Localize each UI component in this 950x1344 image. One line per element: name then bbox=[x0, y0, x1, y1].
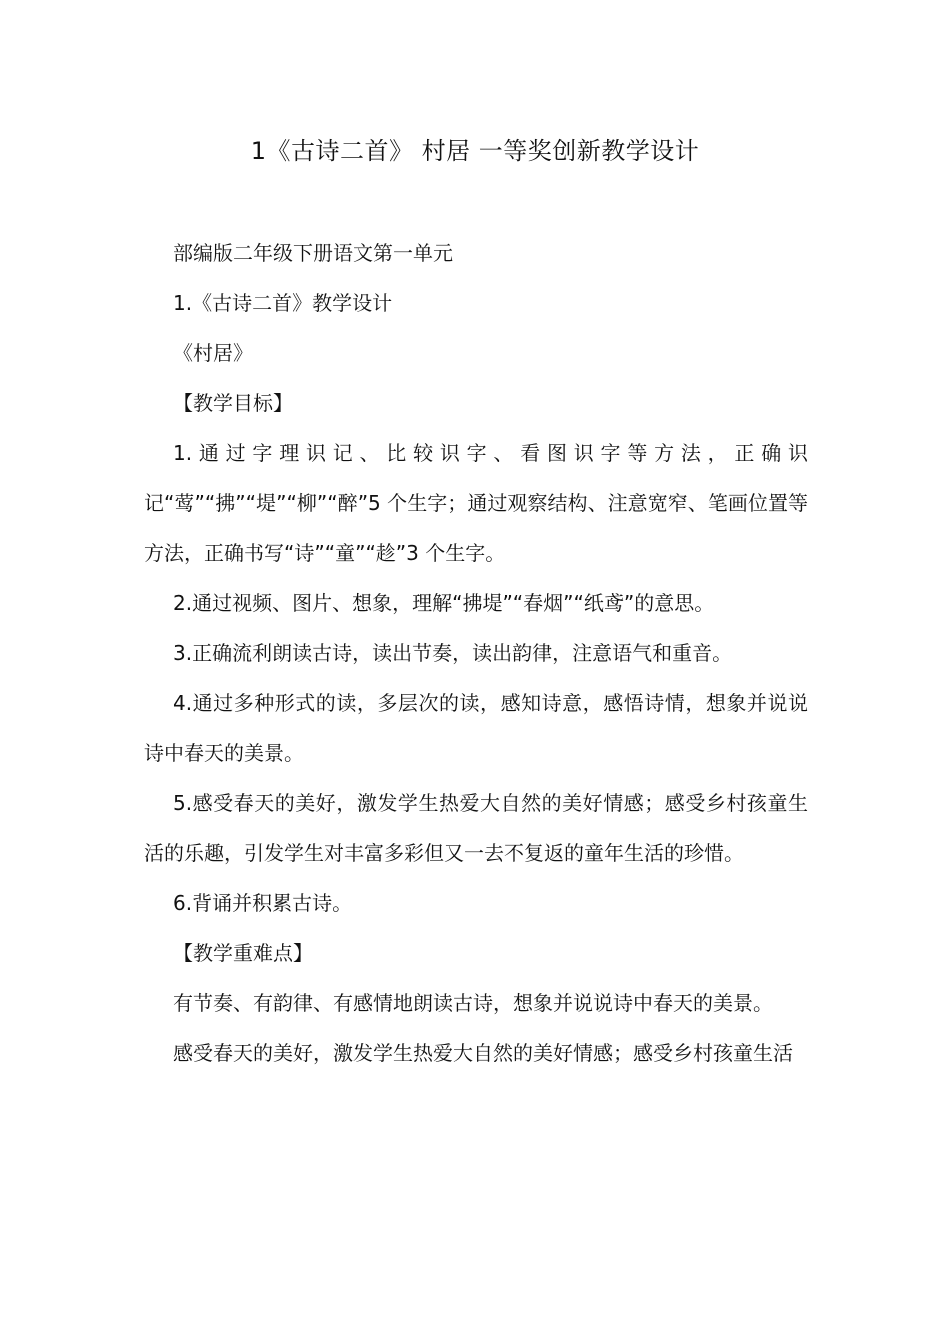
paragraph-lesson-heading: 1.《古诗二首》教学设计 bbox=[173, 291, 393, 315]
document-title: 1《古诗二首》 村居 一等奖创新教学设计 bbox=[250, 137, 700, 165]
objective-item-1: 1.通过字理识记、比较识字、看图识字等方法，正确识记“莺”“拂”“堤”“柳”“醉”5 个生字；通过观察结构、注意宽窄、笔画位置等方法，正确书写“诗”“童”“趁”3 个生字。 bbox=[144, 441, 808, 565]
objective-item-3: 3.正确流利朗读古诗，读出节奏，读出韵律，注意语气和重音。 bbox=[173, 641, 733, 665]
paragraph-textbook-unit: 部编版二年级下册语文第一单元 bbox=[173, 241, 453, 265]
paragraph-poem-title: 《村居》 bbox=[173, 341, 253, 365]
section-heading-key-points: 【教学重难点】 bbox=[173, 941, 313, 965]
objective-item-4: 4.通过多种形式的读，多层次的读，感知诗意，感悟诗情，想象并说说诗中春天的美景。 bbox=[144, 691, 808, 765]
objective-item-5: 5.感受春天的美好，激发学生热爱大自然的美好情感；感受乡村孩童生活的乐趣，引发学生对丰富多彩但又一去不复返的童年生活的珍惜。 bbox=[144, 791, 808, 865]
key-point-2: 感受春天的美好，激发学生热爱大自然的美好情感；感受乡村孩童生活 bbox=[173, 1041, 793, 1065]
objective-item-2: 2.通过视频、图片、想象，理解“拂堤”“春烟”“纸鸢”的意思。 bbox=[173, 591, 715, 615]
key-point-1: 有节奏、有韵律、有感情地朗读古诗，想象并说说诗中春天的美景。 bbox=[173, 991, 773, 1015]
objective-item-6: 6.背诵并积累古诗。 bbox=[173, 891, 353, 915]
section-heading-objectives: 【教学目标】 bbox=[173, 391, 293, 415]
document-body bbox=[144, 228, 808, 1078]
